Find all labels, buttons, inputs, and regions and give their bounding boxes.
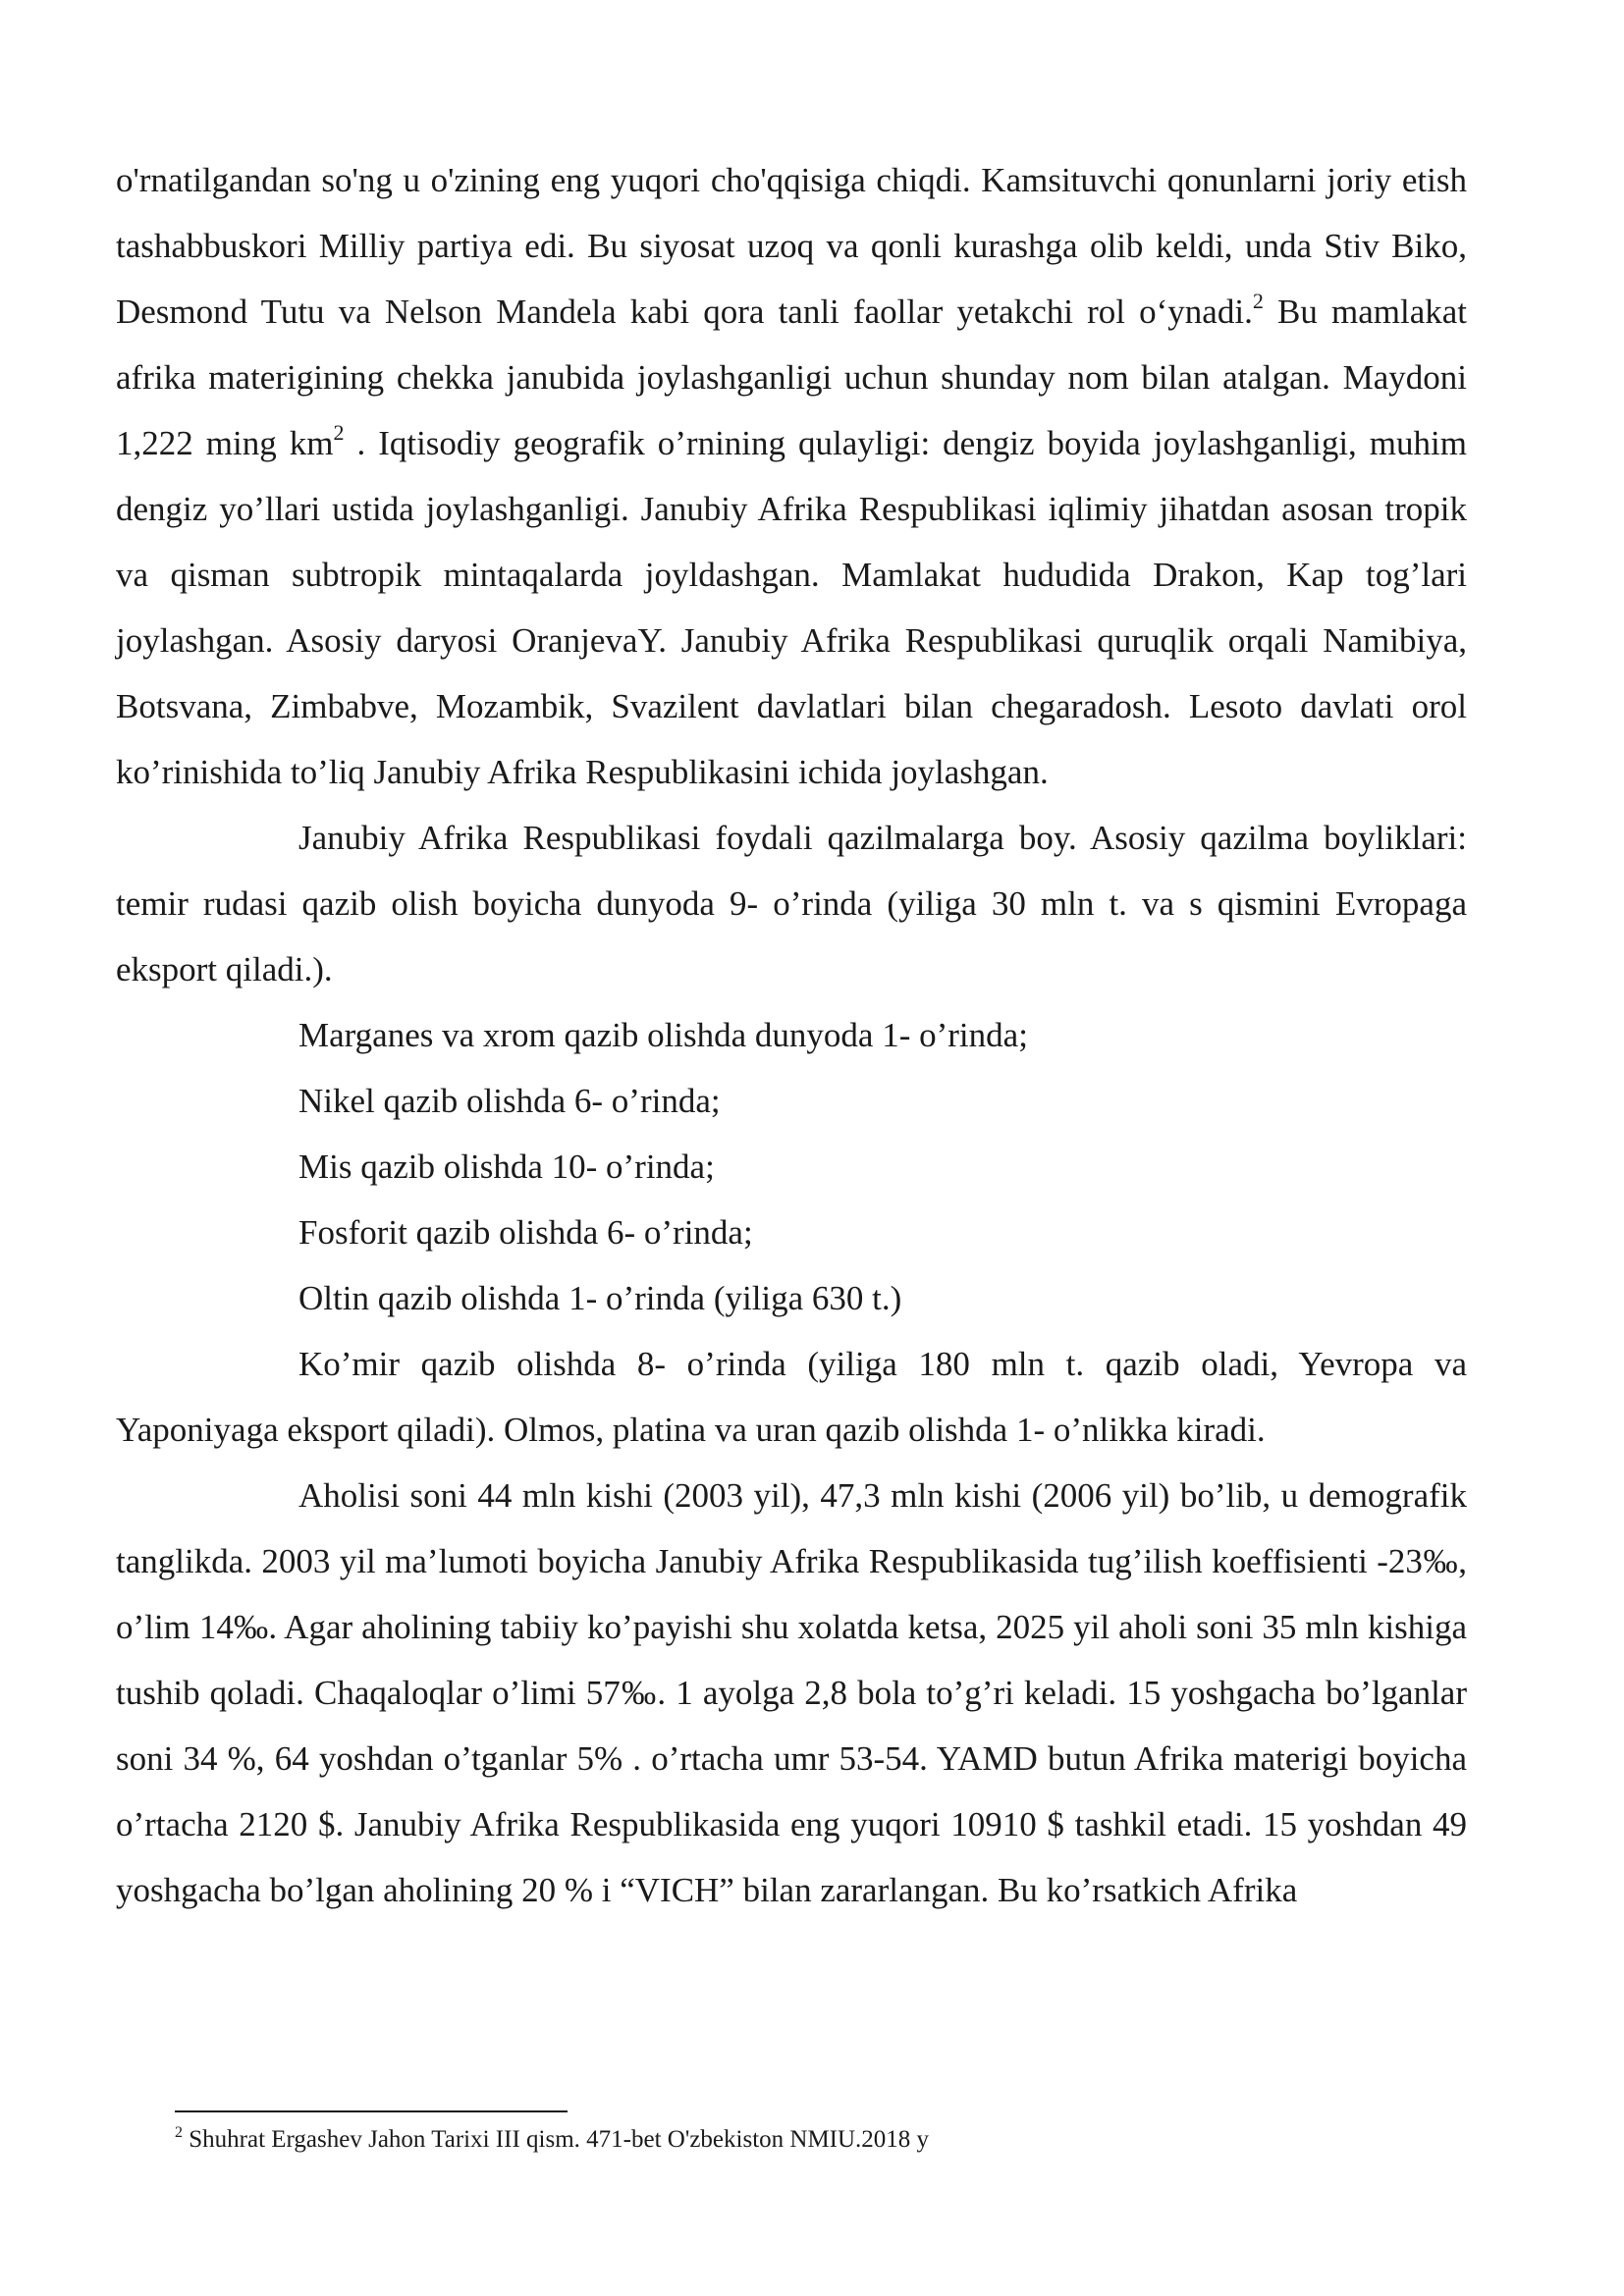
- paragraph-1-part-c: . Iqtisodiy geografik o’rnining qulayligi: dengiz boyida joylashganligi, muhim dengiz yo’llari ustida joylashganligi. Janubiy Afrika Respublikasi iqlimiy jihatdan asosan tropik va qisman subtropik mintaqalarda joyldashgan. Mamlakat hududida Drakon, Kap tog’lari joylashgan. Asosiy daryosi OranjevaY. Janubiy Afrika Respublikasi quruqlik orqali Namibiya, Botsvana, Zimbabve, Mozambik, Svazilent davlatlari bilan chegaradosh. Lesoto davlati orol ko’rinishida to’liq Janubiy Afrika Respublikasini ichida joylashgan.: [116, 424, 1467, 791]
- paragraph-1-part-a: o'rnatilgandan so'ng u o'zining eng yuqori cho'qqisiga chiqdi. Kamsituvchi qonunlarni joriy etish tashabbuskori Milliy partiya edi. Bu siyosat uzoq va qonli kurashga olib keldi, unda Stiv Biko, Desmond Tutu va Nelson Mandela kabi qora tanli faollar yetakchi rol o‘ynadi.: [116, 161, 1467, 331]
- list-item: Mis qazib olishda 10- o’rinda;: [298, 1148, 715, 1186]
- footnote: [175, 2122, 1451, 2158]
- footnote-text: Shuhrat Ergashev Jahon Tarixi III qism. 471-bet O'zbekiston NMIU.2018 y: [183, 2126, 930, 2153]
- list-item: Marganes va xrom qazib olishda dunyoda 1- o’rinda;: [298, 1016, 1028, 1054]
- minerals-list: [116, 1002, 1467, 1331]
- body-text: [116, 147, 1467, 1923]
- paragraph-3: Ko’mir qazib olishda 8- o’rinda (yiliga 180 mln t. qazib oladi, Yevropa va Yaponiyaga eksport qiladi). Olmos, platina va uran qazib olishda 1- o’nlikka kiradi.: [116, 1345, 1467, 1449]
- km-superscript: 2: [333, 420, 345, 446]
- paragraph-1-part-b: Bu mamlakat afrika materigining chekka janubida joylashganligi uchun shunday nom bilan atalgan. Maydoni 1,222 ming km: [116, 293, 1467, 462]
- footnote-reference[interactable]: 2: [1252, 289, 1264, 314]
- list-item: Oltin qazib olishda 1- o’rinda (yiliga 630 t.): [298, 1279, 902, 1317]
- list-item: Fosforit qazib olishda 6- o’rinda;: [298, 1213, 753, 1252]
- list-item: Nikel qazib olishda 6- o’rinda;: [298, 1082, 721, 1120]
- footnote-marker: 2: [175, 2123, 183, 2141]
- paragraph-1: [116, 147, 1467, 805]
- paragraph-2: Janubiy Afrika Respublikasi foydali qazilmalarga boy. Asosiy qazilma boyliklari: temir rudasi qazib olish boyicha dunyoda 9- o’rinda (yiliga 30 mln t. va s qismini Evropaga eksport qiladi.).: [116, 819, 1467, 988]
- paragraph-4: Aholisi soni 44 mln kishi (2003 yil), 47,3 mln kishi (2006 yil) bo’lib, u demografik tanglikda. 2003 yil ma’lumoti boyicha Janubiy Afrika Respublikasida tug’ilish koeffisienti -23‰, o’lim 14‰. Agar aholining tabiiy ko’payishi shu xolatda ketsa, 2025 yil aholi soni 35 mln kishiga tushib qoladi. Chaqaloqlar o’limi 57‰. 1 ayolga 2,8 bola to’g’ri keladi. 15 yoshgacha bo’lganlar soni 34 %, 64 yoshdan o’tganlar 5% . o’rtacha umr 53-54. YAMD butun Afrika materigi boyicha o’rtacha 2120 $. Janubiy Afrika Respublikasida eng yuqori 10910 $ tashkil etadi. 15 yoshdan 49 yoshgacha bo’lgan aholining 20 % i “VICH” bilan zararlangan. Bu ko’rsatkich Afrika: [116, 1476, 1467, 1909]
- footnote-separator: [175, 2110, 568, 2112]
